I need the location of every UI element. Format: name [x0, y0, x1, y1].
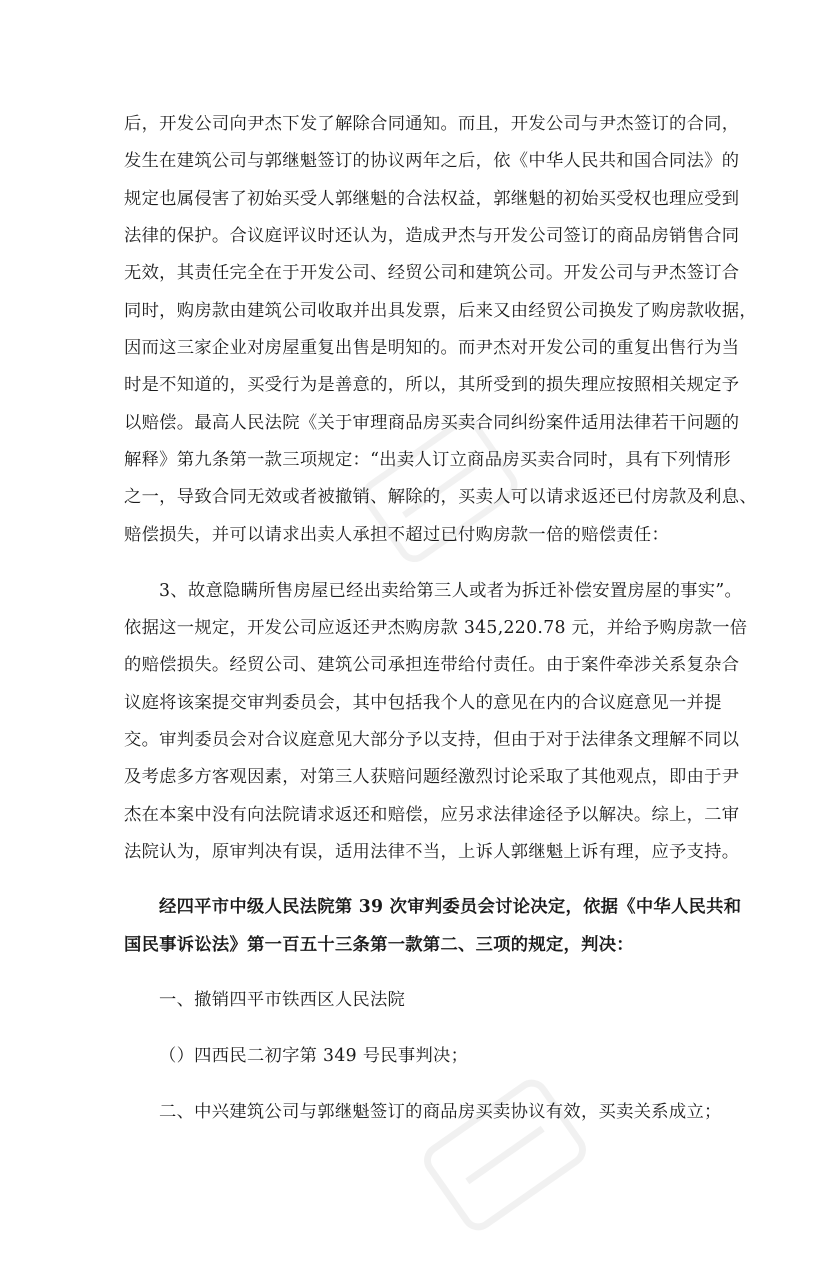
- paragraph-line: 法律的保护。合议庭评议时还认为，造成尹杰与开发公司签订的商品房销售合同: [124, 226, 740, 246]
- paragraph-line: 议庭将该案提交审判委员会，其中包括我个人的意见在内的合议庭意见一并提: [124, 693, 722, 713]
- paragraph-line: 时是不知道的，买受行为是善意的，所以，其所受到的损失理应按照相关规定予: [124, 375, 740, 395]
- paragraph-line: 后，开发公司向尹杰下发了解除合同通知。而且，开发公司与尹杰签订的合同，: [124, 114, 740, 134]
- judgment-item: 一、撤销四平市铁西区人民法院: [159, 990, 406, 1010]
- judgment-item: 二、中兴建筑公司与郭继魁签订的商品房买卖协议有效，买卖关系成立；: [159, 1102, 722, 1122]
- paragraph-line: 以赔偿。最高人民法院《关于审理商品房买卖合同纠纷案件适用法律若干问题的: [124, 413, 740, 433]
- decision-line: 国民事诉讼法》第一百五十三条第一款第二、三项的规定，判决：: [124, 935, 634, 955]
- paragraph-line: 法院认为，原审判决有误，适用法律不当，上诉人郭继魁上诉有理，应予支持。: [124, 842, 740, 862]
- paragraph-line: 解释》第九条第一款三项规定：“出卖人订立商品房买卖合同时，具有下列情形: [124, 450, 731, 470]
- paragraph-line: 依据这一规定，开发公司应返还尹杰购房款 345,220.78 元，并给予购房款一倍: [124, 618, 748, 638]
- decision-line: 经四平市中级人民法院第 39 次审判委员会讨论决定，依据《中华人民共和: [159, 897, 742, 917]
- watermark-icon: [390, 1040, 620, 1270]
- paragraph-line: 的赔偿损失。经贸公司、建筑公司承担连带给付责任。由于案件牵涉关系复杂合: [124, 655, 740, 675]
- paragraph-line: 之一，导致合同无效或者被撤销、解除的，买卖人可以请求返还已付房款及利息、: [124, 487, 757, 507]
- paragraph-line: 及考虑多方客观因素，对第三人获赔问题经激烈讨论采取了其他观点，即由于尹: [124, 767, 740, 787]
- paragraph-line: 杰在本案中没有向法院请求返还和赔偿，应另求法律途径予以解决。综上，二审: [124, 805, 740, 825]
- paragraph-line: 发生在建筑公司与郭继魁签订的协议两年之后，依《中华人民共和国合同法》的: [124, 151, 740, 171]
- paragraph-line: 交。审判委员会对合议庭意见大部分予以支持，但由于对于法律条文理解不同以: [124, 730, 740, 750]
- paragraph-line: 规定也属侵害了初始买受人郭继魁的合法权益，郭继魁的初始买受权也理应受到: [124, 189, 740, 209]
- judgment-item: （）四西民二初字第 349 号民事判决；: [159, 1046, 469, 1066]
- paragraph-line: 3、故意隐瞒所售房屋已经出卖给第三人或者为拆迁补偿安置房屋的事实”。: [159, 581, 743, 601]
- paragraph-line: 无效，其责任完全在于开发公司、经贸公司和建筑公司。开发公司与尹杰签订合: [124, 263, 740, 283]
- paragraph-line: 赔偿损失，并可以请求出卖人承担不超过已付购房款一倍的赔偿责任：: [124, 525, 670, 545]
- paragraph-line: 因而这三家企业对房屋重复出售是明知的。而尹杰对开发公司的重复出售行为当: [124, 338, 740, 358]
- paragraph-line: 同时，购房款由建筑公司收取并出具发票，后来又由经贸公司换发了购房款收据，: [124, 301, 757, 321]
